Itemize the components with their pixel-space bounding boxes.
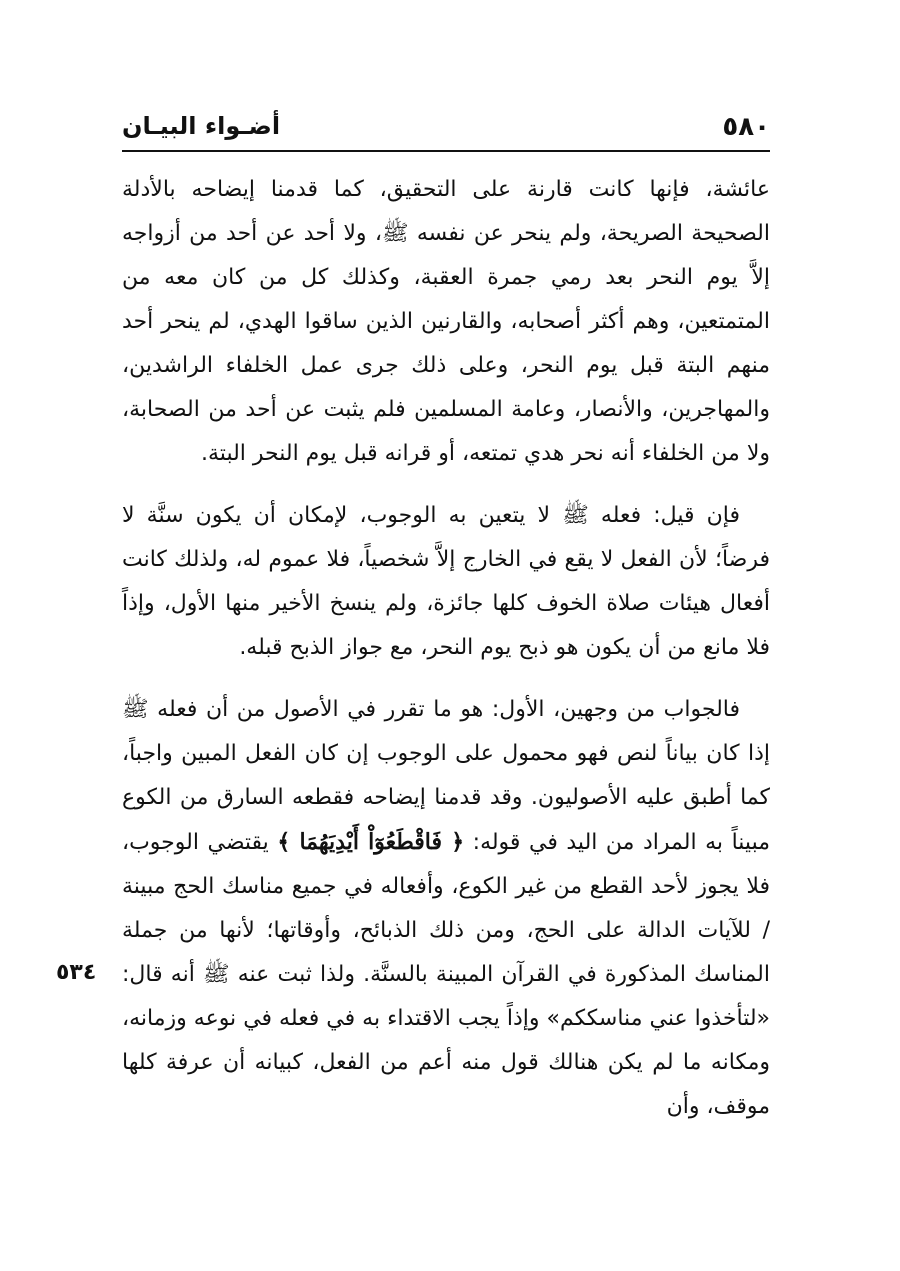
paragraph-2: فإن قيل: فعله ﷺ لا يتعين به الوجوب، لإمكان أن يكون سنَّة لا فرضاً؛ لأن الفعل لا يقع في الخارج إلاَّ شخصياً، فلا عموم له، ولذلك كانت أفعال هيئات صلاة الخوف كلها جائزة، ولم ينسخ الأخير منها الأول، وإذاً فلا مانع من أن يكون هو ذبح يوم النحر، مع جواز الذبح قبله.: [122, 503, 770, 660]
header-divider: [122, 150, 770, 152]
margin-page-reference: ٥٣٤: [56, 960, 97, 985]
paragraph-3-text-after-quote: يقتضي الوجوب، فلا يجوز لأحد القطع من غير الكوع، وأفعاله في جميع مناسك الحج مبينة / للآيات الدالة على الحج، ومن ذلك الذبائح، وأوقاتها؛ لأنها من جملة المناسك المذكورة في القرآن المبينة بالسنَّة. ولذا ثبت عنه ﷺ أنه قال: «لتأخذوا عني مناسككم» وإذاً يجب الاقتداء به في فعله في نوعه وزمانه، ومكانه ما لم يكن هنالك قول منه أعم من الفعل، كبيانه أن عرفة كلها موقف، وأن: [122, 830, 770, 1119]
page-number: ٥٨٠: [722, 112, 770, 142]
page-body: [122, 168, 770, 1129]
page-header: [122, 108, 770, 148]
book-title: أضـواء البيـان: [122, 112, 281, 140]
paragraph-1: عائشة، فإنها كانت قارنة على التحقيق، كما قدمنا إيضاحه بالأدلة الصحيحة الصريحة، ولم ينحر عن نفسه ﷺ، ولا أحد عن أحد من أزواجه إلاَّ يوم النحر بعد رمي جمرة العقبة، وكذلك كل من كان معه من المتمتعين، وهم أكثر أصحابه، والقارنين الذين ساقوا الهدي، لم ينحر أحد منهم البتة قبل يوم النحر، وعلى ذلك جرى عمل الخلفاء الراشدين، والمهاجرين، والأنصار، وعامة المسلمين فلم يثبت عن أحد من الصحابة، ولا من الخلفاء أنه نحر هدي تمتعه، أو قرانه قبل يوم النحر البتة.: [122, 177, 770, 466]
paragraph-3-text-before-quote: فالجواب من وجهين، الأول: هو ما تقرر في الأصول من أن فعله ﷺ إذا كان بياناً لنص فهو محمول على الوجوب إن كان الفعل المبين واجباً، كما أطبق عليه الأصوليون. وقد قدمنا إيضاحه فقطعه السارق من الكوع مبيناً به المراد من اليد في قوله:: [122, 697, 770, 855]
paragraph-3: [122, 688, 770, 1129]
quran-quotation: ﴿ فَاقْطَعُوٓاْ أَيْدِيَهُمَا ﴾: [277, 829, 465, 855]
